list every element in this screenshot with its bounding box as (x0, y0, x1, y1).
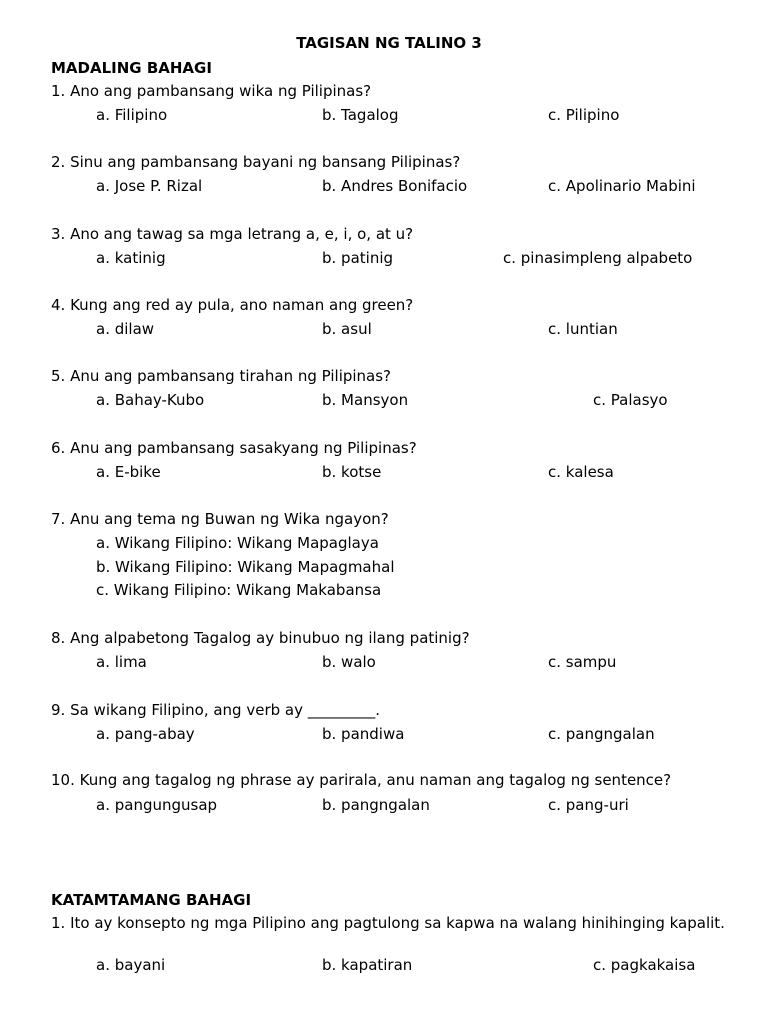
choice-c: c. pang-uri (548, 796, 629, 814)
question-text: 3. Ano ang tawag sa mga letrang a, e, i, o, at u? (51, 225, 414, 243)
choice-c: c. Apolinario Mabini (548, 177, 696, 195)
question-text: 2. Sinu ang pambansang bayani ng bansang Pilipinas? (51, 153, 461, 171)
choice-b: b. kotse (322, 463, 382, 481)
choice-a: a. pangungusap (96, 796, 218, 814)
choice-a: a. Filipino (96, 106, 168, 124)
choice-c: c. sampu (548, 653, 617, 671)
choice-c: c. Pilipino (548, 106, 620, 124)
question-text: 1. Ano ang pambansang wika ng Pilipinas? (51, 82, 372, 100)
question-text: 8. Ang alpabetong Tagalog ay binubuo ng ilang patinig? (51, 629, 470, 647)
choice-b: b. Andres Bonifacio (322, 177, 468, 195)
choice-b: b. pangngalan (322, 796, 430, 814)
choice-a: a. katinig (96, 249, 166, 267)
choice-a: a. Wikang Filipino: Wikang Mapaglaya (96, 534, 379, 552)
section-heading: KATAMTAMANG BAHAGI (51, 891, 252, 909)
question-text: 9. Sa wikang Filipino, ang verb ay _________. (51, 701, 381, 719)
question-text: 5. Anu ang pambansang tirahan ng Pilipinas? (51, 367, 392, 385)
choice-a: a. bayani (96, 956, 166, 974)
choice-b: b. kapatiran (322, 956, 413, 974)
choice-b: b. Tagalog (322, 106, 399, 124)
document-title: TAGISAN NG TALINO 3 (296, 34, 482, 52)
choice-c: c. luntian (548, 320, 618, 338)
choice-c: c. pangngalan (548, 725, 655, 743)
choice-a: a. Jose P. Rizal (96, 177, 203, 195)
question-text: 7. Anu ang tema ng Buwan ng Wika ngayon? (51, 510, 389, 528)
question-text: 10. Kung ang tagalog ng phrase ay parirala, anu naman ang tagalog ng sentence? (51, 771, 672, 789)
question-text: 4. Kung ang red ay pula, ano naman ang green? (51, 296, 414, 314)
choice-a: a. dilaw (96, 320, 155, 338)
choice-c: c. kalesa (548, 463, 614, 481)
choice-b: b. asul (322, 320, 372, 338)
choice-c: c. Wikang Filipino: Wikang Makabansa (96, 581, 382, 599)
choice-a: a. lima (96, 653, 147, 671)
choice-b: b. walo (322, 653, 376, 671)
choice-b: b. patinig (322, 249, 394, 267)
choice-c: c. pinasimpleng alpabeto (503, 249, 693, 267)
question-text: 1. Ito ay konsepto ng mga Pilipino ang pagtulong sa kapwa na walang hinihinging kapalit. (51, 914, 725, 932)
choice-c: c. Palasyo (593, 391, 668, 409)
choice-a: a. E-bike (96, 463, 161, 481)
section-heading: MADALING BAHAGI (51, 59, 212, 77)
choice-b: b. Mansyon (322, 391, 409, 409)
choice-b: b. Wikang Filipino: Wikang Mapagmahal (96, 558, 395, 576)
choice-c: c. pagkakaisa (593, 956, 696, 974)
choice-a: a. pang-abay (96, 725, 195, 743)
choice-a: a. Bahay-Kubo (96, 391, 205, 409)
choice-b: b. pandiwa (322, 725, 405, 743)
question-text: 6. Anu ang pambansang sasakyang ng Pilipinas? (51, 439, 417, 457)
